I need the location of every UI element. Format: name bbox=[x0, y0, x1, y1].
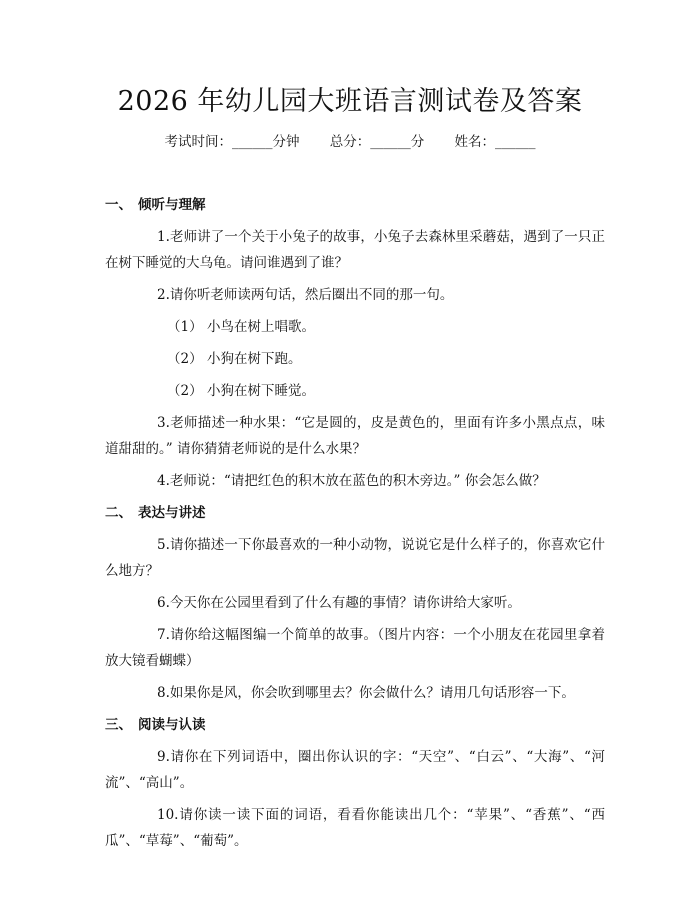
question-text: 请你读一读下面的词语，看看你能读出几个：“苹果”、“香蕉”、“西瓜”、“草莓”、“葡萄”。 bbox=[105, 807, 605, 849]
section-title: 阅读与认读 bbox=[138, 717, 206, 733]
exam-time-field: 考试时间：______分钟 bbox=[164, 134, 300, 150]
question-item bbox=[105, 532, 605, 584]
question-text: 请你给这幅图编一个简单的故事。（图片内容：一个小朋友在花园里拿着放大镜看蝴蝶） bbox=[105, 627, 605, 669]
question-item bbox=[105, 802, 605, 854]
question-number: 7. bbox=[157, 627, 170, 643]
question-text: 请你在下列词语中，圈出你认识的字：“天空”、“白云”、“大海”、“河流”、“高山”。 bbox=[105, 749, 605, 791]
question-number: 3. bbox=[157, 415, 170, 431]
question-item bbox=[105, 622, 605, 674]
question-number: 9. bbox=[157, 749, 170, 765]
question-number: 10. bbox=[157, 807, 179, 823]
question-item bbox=[105, 282, 605, 308]
section-title: 表达与讲述 bbox=[138, 505, 206, 521]
answer-option bbox=[167, 346, 605, 372]
section-number: 一、 bbox=[105, 197, 132, 213]
section-heading bbox=[105, 500, 605, 526]
question-item bbox=[105, 224, 605, 276]
section-number: 三、 bbox=[105, 717, 132, 733]
question-text: 老师讲了一个关于小兔子的故事，小兔子去森林里采蘑菇，遇到了一只正在树下睡觉的大乌龟。请问谁遇到了谁？ bbox=[105, 229, 605, 271]
question-number: 1. bbox=[157, 229, 170, 245]
option-number: （2） bbox=[167, 351, 203, 367]
student-name-field: 姓名：______ bbox=[454, 134, 536, 150]
question-text: 老师说：“请把红色的积木放在蓝色的积木旁边。” 你会怎么做？ bbox=[169, 473, 546, 489]
question-text: 请你听老师读两句话，然后圈出不同的那一句。 bbox=[169, 287, 454, 303]
question-number: 8. bbox=[157, 685, 170, 701]
question-number: 5. bbox=[157, 537, 170, 553]
answer-option bbox=[167, 378, 605, 404]
question-item bbox=[105, 410, 605, 462]
question-text: 老师描述一种水果：“它是圆的，皮是黄色的，里面有许多小黑点点，味道甜甜的。” 请你猜猜老师说的是什么水果？ bbox=[105, 415, 605, 457]
option-text: 小鸟在树上唱歌。 bbox=[207, 319, 315, 335]
section-title: 倾听与理解 bbox=[138, 197, 206, 213]
question-number: 4. bbox=[157, 473, 170, 489]
option-number: （2） bbox=[167, 383, 203, 399]
exam-content bbox=[105, 192, 605, 860]
option-text: 小狗在树下睡觉。 bbox=[207, 383, 315, 399]
exam-meta bbox=[0, 132, 700, 152]
answer-option bbox=[167, 314, 605, 340]
question-item bbox=[105, 744, 605, 796]
page-title: 2026 年幼儿园大班语言测试卷及答案 bbox=[117, 86, 583, 117]
question-number: 6. bbox=[157, 595, 170, 611]
question-item bbox=[105, 468, 605, 494]
question-text: 请你描述一下你最喜欢的一种小动物，说说它是什么样子的，你喜欢它什么地方？ bbox=[105, 537, 605, 579]
option-number: （1） bbox=[167, 319, 203, 335]
question-number: 2. bbox=[157, 287, 170, 303]
section-number: 二、 bbox=[105, 505, 132, 521]
section-heading bbox=[105, 192, 605, 218]
option-text: 小狗在树下跑。 bbox=[207, 351, 302, 367]
question-item bbox=[105, 590, 605, 616]
question-text: 今天你在公园里看到了什么有趣的事情？请你讲给大家听。 bbox=[169, 595, 521, 611]
question-item bbox=[105, 680, 605, 706]
total-score-field: 总分：______分 bbox=[329, 134, 425, 150]
section-heading bbox=[105, 712, 605, 738]
question-text: 如果你是风，你会吹到哪里去？你会做什么？请用几句话形容一下。 bbox=[169, 685, 575, 701]
